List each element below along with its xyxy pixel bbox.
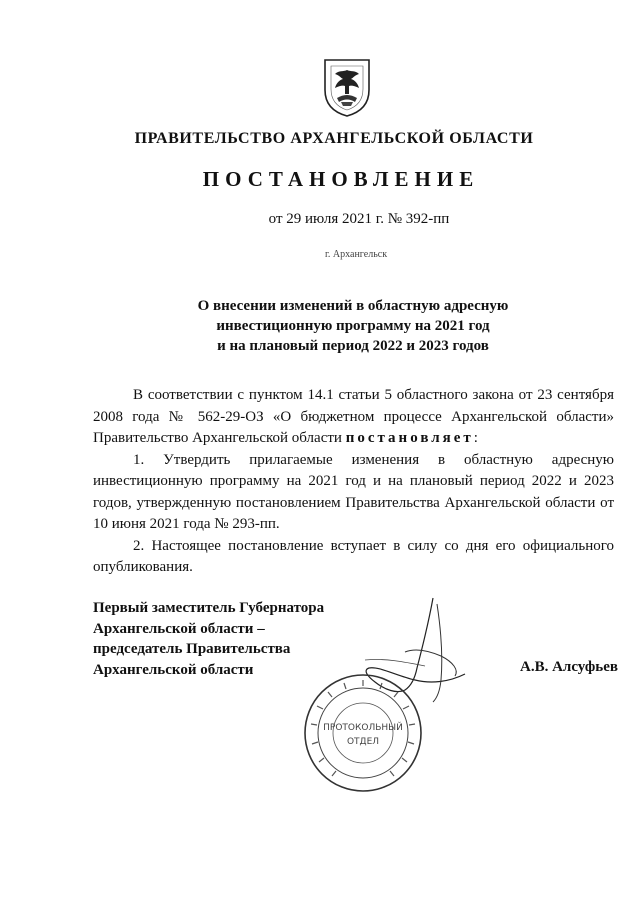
document-city: г. Архангельск (324, 249, 388, 260)
subject-line: инвестиционную программу на 2021 год (216, 318, 490, 334)
subject-line: и на плановый период 2022 и 2023 годов (217, 338, 489, 354)
document-type-heading: ПОСТАНОВЛЕНИЕ (202, 167, 480, 191)
coat-of-arms-emblem (321, 56, 373, 118)
document-subject (0, 296, 640, 356)
document-date-number: от 29 июля 2021 г. № 392-пп (268, 211, 450, 227)
item-1-paragraph: 1. Утвердить прилагаемые изменения в областную адресную инвестиционную программу на 2021 год и на плановый период 2022 и 2023 годов, утвержденную постановлением Правительства Архангельской области от 10 июня 2021 года № 293-пп. (93, 451, 614, 532)
signatory-title-line: Архангельской области – (93, 620, 265, 637)
government-title: ПРАВИТЕЛЬСТВО АРХАНГЕЛЬСКОЙ ОБЛАСТИ (134, 130, 534, 147)
signatory-title-line: Первый заместитель Губернатора (93, 600, 325, 616)
official-round-stamp (302, 672, 424, 794)
preamble-colon: : (473, 430, 478, 446)
signatory-title-line: председатель Правительства (93, 641, 291, 657)
document-body (93, 385, 614, 579)
preamble-paragraph (93, 385, 614, 450)
signatory-name: А.В. Алсуфьев (520, 659, 618, 675)
subject-line: О внесении изменений в областную адресную (197, 298, 509, 314)
preamble-text: В соответствии с пунктом 14.1 статьи 5 областного закона от 23 сентября 2008 года № 562-29-ОЗ «О бюджетном процессе Архангельской области» Правительство Архангельской области (93, 387, 614, 446)
item-2-paragraph: 2. Настоящее постановление вступает в силу со дня его официального опубликования. (93, 537, 614, 575)
signatory-title-line: Архангельской области (93, 661, 254, 678)
decree-word: постановляет (345, 430, 474, 446)
stamp-text: ОТДЕЛ (346, 737, 380, 747)
stamp-text: ПРОТОКОЛЬНЫЙ (323, 723, 403, 733)
